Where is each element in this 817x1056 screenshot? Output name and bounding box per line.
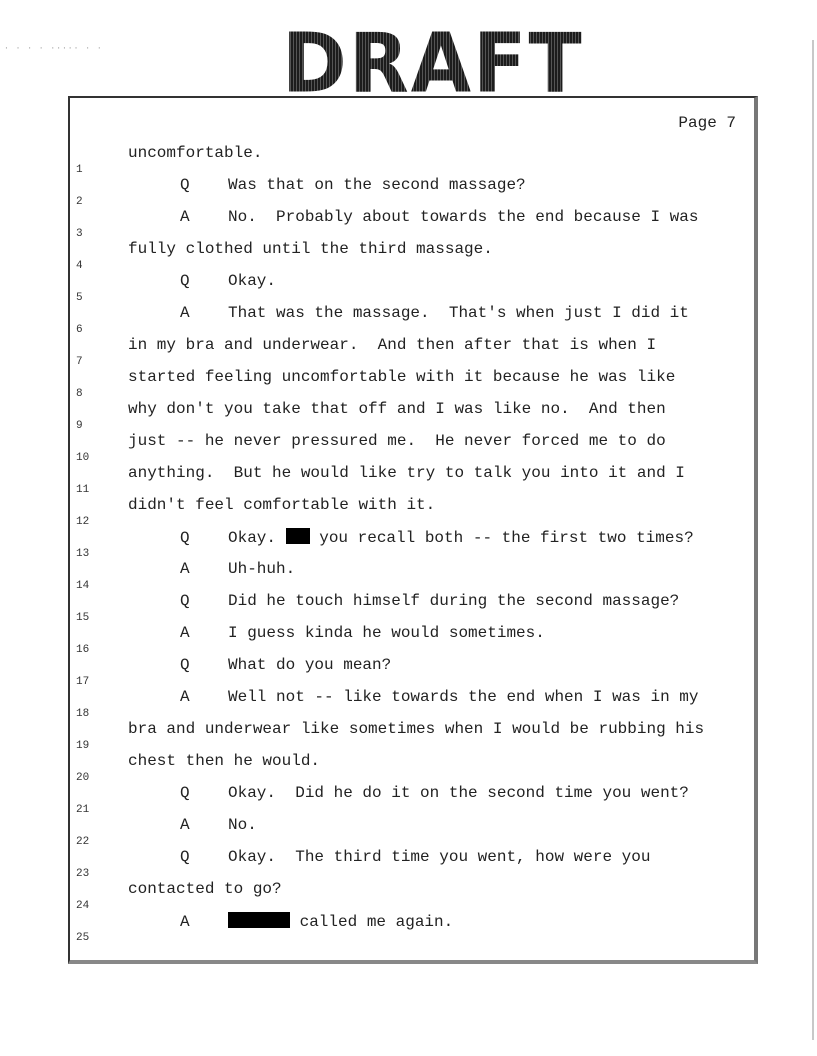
line-text bbox=[180, 304, 689, 322]
line-text: in my bra and underwear. And then after that is when I bbox=[128, 336, 657, 354]
line-text: anything. But he would like try to talk you into it and I bbox=[128, 464, 685, 482]
line-text bbox=[180, 592, 679, 610]
speaker-label: A bbox=[180, 816, 190, 834]
transcript-line bbox=[70, 434, 754, 466]
line-number: 19 bbox=[76, 740, 90, 752]
transcript-line bbox=[70, 178, 754, 210]
line-number: 17 bbox=[76, 676, 90, 688]
transcript-line bbox=[70, 882, 754, 914]
line-number: 9 bbox=[76, 420, 83, 432]
speaker-label: Q bbox=[180, 529, 190, 547]
transcript-line bbox=[70, 466, 754, 498]
line-text: chest then he would. bbox=[128, 752, 321, 770]
line-number: 11 bbox=[76, 484, 90, 496]
speaker-label: A bbox=[180, 913, 190, 931]
transcript-line bbox=[70, 370, 754, 402]
draft-stamp-text: DRAFT bbox=[282, 16, 584, 112]
transcript-line bbox=[70, 594, 754, 626]
line-content: Okay. The third time you went, how were you bbox=[228, 848, 651, 866]
line-number: 8 bbox=[76, 388, 83, 400]
line-number: 22 bbox=[76, 836, 90, 848]
line-number: 12 bbox=[76, 516, 90, 528]
line-text: didn't feel comfortable with it. bbox=[128, 496, 436, 514]
transcript-line bbox=[70, 754, 754, 786]
line-number: 13 bbox=[76, 548, 90, 560]
speaker-label: Q bbox=[180, 784, 190, 802]
speaker-label: A bbox=[180, 624, 190, 642]
transcript-line bbox=[70, 306, 754, 338]
speaker-label: Q bbox=[180, 272, 190, 290]
page-number: Page 7 bbox=[678, 114, 736, 132]
transcript-line bbox=[70, 210, 754, 242]
line-content: Okay. bbox=[228, 272, 277, 290]
line-text bbox=[180, 656, 391, 674]
transcript-page-frame bbox=[68, 96, 758, 964]
speaker-label: A bbox=[180, 560, 190, 578]
line-text: fully clothed until the third massage. bbox=[128, 240, 493, 258]
scan-edge-line bbox=[812, 40, 814, 1040]
speaker-label: Q bbox=[180, 176, 190, 194]
line-content: No. Probably about towards the end because I was bbox=[228, 208, 699, 226]
line-number: 24 bbox=[76, 900, 90, 912]
transcript-line bbox=[70, 626, 754, 658]
line-number: 23 bbox=[76, 868, 90, 880]
transcript-line bbox=[70, 338, 754, 370]
line-content: Well not -- like towards the end when I was in my bbox=[228, 688, 699, 706]
draft-stamp bbox=[282, 16, 584, 112]
speaker-label: A bbox=[180, 208, 190, 226]
line-text bbox=[180, 560, 295, 578]
line-content: Did he touch himself during the second massage? bbox=[228, 592, 680, 610]
line-text bbox=[180, 624, 545, 642]
line-number: 10 bbox=[76, 452, 90, 464]
transcript-line bbox=[70, 914, 754, 946]
line-text bbox=[180, 912, 453, 931]
line-content: I guess kinda he would sometimes. bbox=[228, 624, 545, 642]
line-number: 18 bbox=[76, 708, 90, 720]
line-content: What do you mean? bbox=[228, 656, 392, 674]
transcript-line bbox=[70, 242, 754, 274]
line-number: 16 bbox=[76, 644, 90, 656]
scan-specks: · · · · ····· · · bbox=[4, 44, 103, 53]
line-content: Was that on the second massage? bbox=[228, 176, 526, 194]
transcript-line bbox=[70, 786, 754, 818]
line-number: 21 bbox=[76, 804, 90, 816]
transcript-line bbox=[70, 722, 754, 754]
line-text bbox=[180, 816, 257, 834]
line-content: Uh-huh. bbox=[228, 560, 296, 578]
speaker-label: A bbox=[180, 688, 190, 706]
line-text bbox=[180, 208, 698, 226]
line-text: started feeling uncomfortable with it because he was like bbox=[128, 368, 676, 386]
line-number: 3 bbox=[76, 228, 83, 240]
line-text: contacted to go? bbox=[128, 880, 282, 898]
speaker-label: Q bbox=[180, 592, 190, 610]
line-number: 2 bbox=[76, 196, 83, 208]
line-text bbox=[180, 176, 526, 194]
line-number: 7 bbox=[76, 356, 83, 368]
speaker-label: A bbox=[180, 304, 190, 322]
line-content: called me again. bbox=[290, 913, 454, 931]
line-number: 5 bbox=[76, 292, 83, 304]
line-text: why don't you take that off and I was like no. And then bbox=[128, 400, 666, 418]
transcript-line bbox=[70, 274, 754, 306]
line-text bbox=[180, 528, 694, 547]
redaction-block bbox=[286, 528, 310, 544]
line-text: uncomfortable. bbox=[128, 144, 263, 162]
transcript-line bbox=[70, 690, 754, 722]
transcript-line bbox=[70, 498, 754, 530]
transcript-line bbox=[70, 562, 754, 594]
line-number: 6 bbox=[76, 324, 83, 336]
line-text: bra and underwear like sometimes when I would be rubbing his bbox=[128, 720, 705, 738]
line-number: 20 bbox=[76, 772, 90, 784]
line-text bbox=[180, 688, 698, 706]
line-text bbox=[180, 272, 276, 290]
line-number: 14 bbox=[76, 580, 90, 592]
redaction-block bbox=[228, 912, 290, 928]
line-content: No. bbox=[228, 816, 257, 834]
line-text: just -- he never pressured me. He never forced me to do bbox=[128, 432, 666, 450]
transcript-line bbox=[70, 402, 754, 434]
speaker-label: Q bbox=[180, 848, 190, 866]
line-text bbox=[180, 784, 689, 802]
transcript-line bbox=[70, 146, 754, 178]
line-number: 1 bbox=[76, 164, 83, 176]
transcript-line bbox=[70, 658, 754, 690]
line-content: you recall both -- the first two times? bbox=[309, 529, 694, 547]
transcript-line bbox=[70, 850, 754, 882]
speaker-label: Q bbox=[180, 656, 190, 674]
transcript-line bbox=[70, 818, 754, 850]
line-number: 15 bbox=[76, 612, 90, 624]
transcript-line bbox=[70, 530, 754, 562]
line-number: 25 bbox=[76, 932, 90, 944]
line-number: 4 bbox=[76, 260, 83, 272]
line-content: Okay. bbox=[228, 529, 286, 547]
line-text bbox=[180, 848, 650, 866]
line-content: Okay. Did he do it on the second time you went? bbox=[228, 784, 689, 802]
line-content: That was the massage. That's when just I did it bbox=[228, 304, 689, 322]
